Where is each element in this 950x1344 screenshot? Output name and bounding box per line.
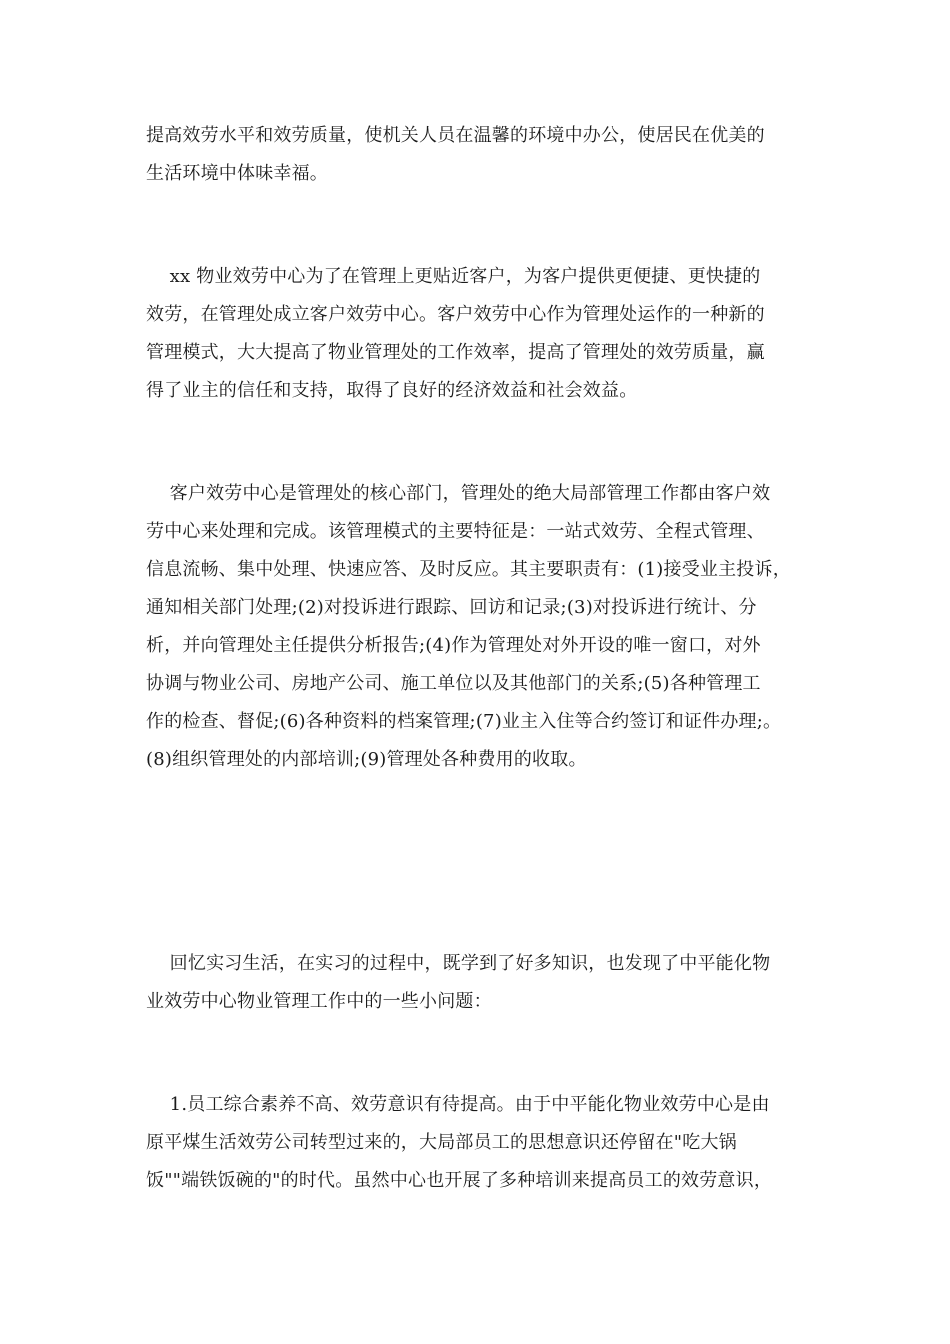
- text-line: 信息流畅、集中处理、快速应答、及时反应。其主要职责有：(1)接受业主投诉，: [146, 559, 791, 580]
- text-line: 生活环境中体味幸福。: [146, 163, 328, 184]
- text-line: 管理模式，大大提高了物业管理处的工作效率，提高了管理处的效劳质量，赢: [146, 342, 765, 363]
- text-line: 通知相关部门处理;(2)对投诉进行跟踪、回访和记录;(3)对投诉进行统计、分: [146, 597, 757, 618]
- text-line: 回忆实习生活，在实习的过程中，既学到了好多知识，也发现了中平能化物: [146, 953, 771, 974]
- text-line: 效劳，在管理处成立客户效劳中心。客户效劳中心作为管理处运作的一种新的: [146, 304, 765, 325]
- text-line: 析，并向管理处主任提供分析报告;(4)作为管理处对外开设的唯一窗口，对外: [146, 635, 761, 656]
- text-line: (8)组织管理处的内部培训;(9)管理处各种费用的收取。: [146, 749, 587, 770]
- text-line: 提高效劳水平和效劳质量，使机关人员在温馨的环境中办公，使居民在优美的: [146, 125, 765, 146]
- text-line: 饭""端铁饭碗的"的时代。虽然中心也开展了多种培训来提高员工的效劳意识，: [146, 1170, 773, 1191]
- text-line: 劳中心来处理和完成。该管理模式的主要特征是：一站式效劳、全程式管理、: [146, 521, 765, 542]
- text-line: xx 物业效劳中心为了在管理上更贴近客户，为客户提供更便捷、更快捷的: [146, 266, 761, 287]
- text-line: 1.员工综合素养不高、效劳意识有待提高。由于中平能化物业效劳中心是由: [146, 1094, 770, 1115]
- text-line: 原平煤生活效劳公司转型过来的，大局部员工的思想意识还停留在"吃大锅: [146, 1132, 737, 1153]
- text-line: 业效劳中心物业管理工作中的一些小问题：: [146, 991, 492, 1012]
- text-line: 得了业主的信任和支持，取得了良好的经济效益和社会效益。: [146, 380, 638, 401]
- text-line: 客户效劳中心是管理处的核心部门，管理处的绝大局部管理工作都由客户效: [146, 483, 771, 504]
- text-line: 作的检查、督促;(6)各种资料的档案管理;(7)业主入住等合约签订和证件办理;。: [146, 711, 782, 732]
- text-line: 协调与物业公司、房地产公司、施工单位以及其他部门的关系;(5)各种管理工: [146, 673, 761, 694]
